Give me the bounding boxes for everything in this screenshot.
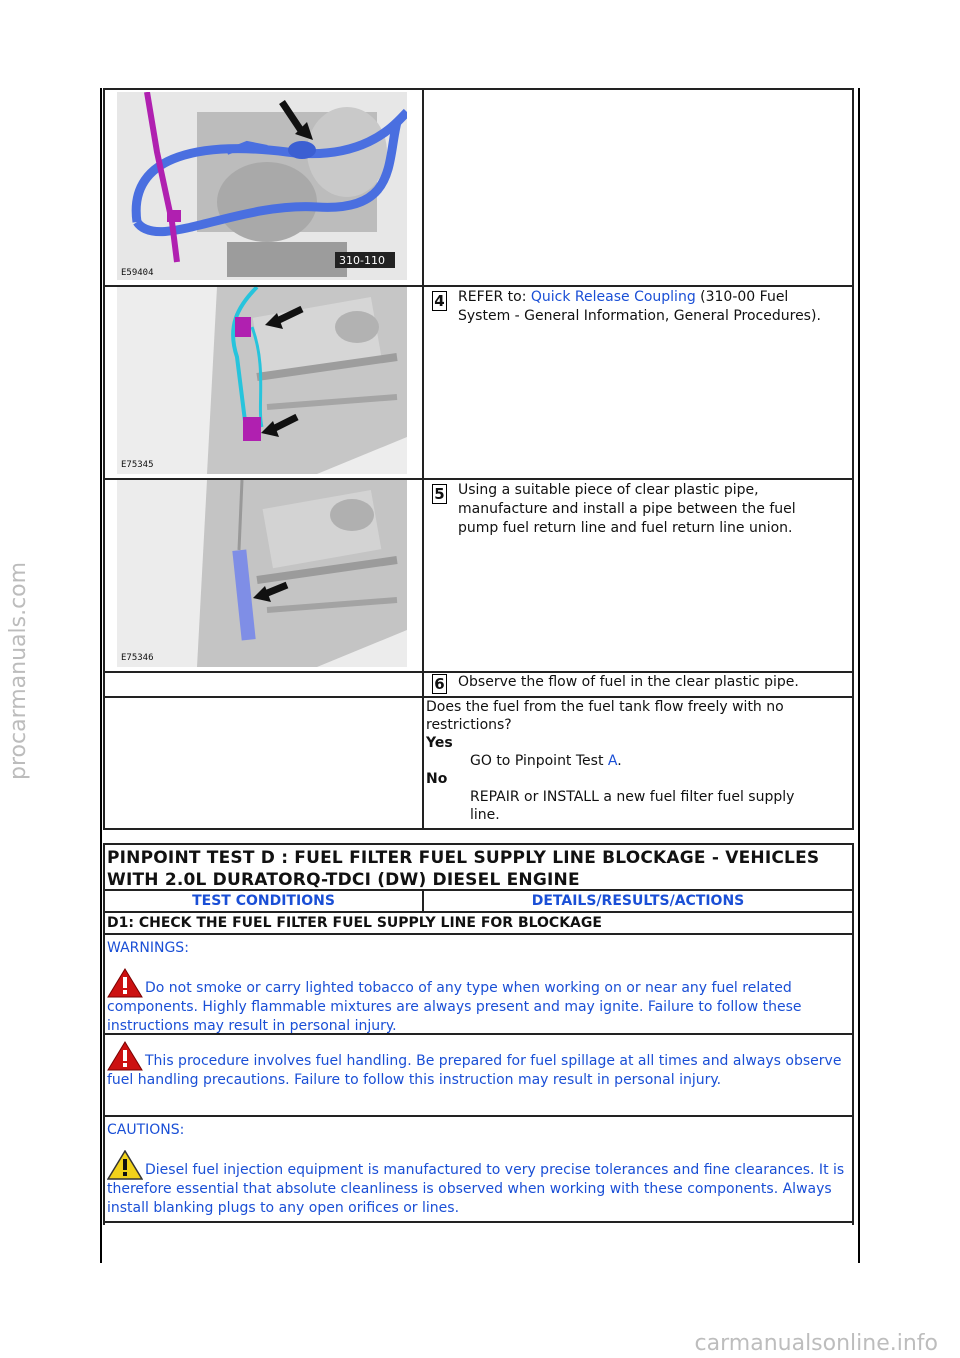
question-text: Does the fuel from the fuel tank flow freely with no restrictions? — [426, 699, 784, 733]
pinpoint-title: PINPOINT TEST D : FUEL FILTER FUEL SUPPLY LINE BLOCKAGE - VEHICLES WITH 2.0L DURATORQ-TDCI (DW) DIESEL ENGINE — [105, 845, 852, 891]
step-row-image-1 — [105, 90, 852, 287]
yes-label: Yes — [426, 735, 453, 751]
text-cell — [424, 478, 852, 671]
text-cell — [424, 285, 852, 478]
step-row-6 — [105, 671, 852, 698]
yes-text: GO to Pinpoint Test — [470, 753, 608, 769]
step-number: 5 — [432, 484, 447, 504]
left-border-line — [100, 88, 102, 1263]
image-code-2: E75345 — [121, 460, 154, 470]
caution-icon — [107, 1150, 143, 1180]
step-text-suffix: (310-00 Fuel System - General Information, General Procedures). — [458, 289, 821, 324]
details-results-actions-header: DETAILS/RESULTS/ACTIONS — [531, 893, 745, 909]
image-cell — [105, 90, 424, 285]
step-number: 4 — [432, 291, 447, 311]
image-cell — [105, 696, 422, 828]
warning-text-1 — [105, 968, 852, 1036]
yes-action — [426, 752, 838, 770]
side-watermark: procarmanuals.com — [6, 561, 31, 780]
pinpoint-table — [103, 843, 854, 1225]
step-row-5 — [105, 478, 852, 673]
warning-icon — [107, 1041, 143, 1071]
warning-icon — [107, 968, 143, 998]
procedure-table — [103, 88, 854, 830]
step-row-4 — [105, 285, 852, 480]
warnings-label: WARNINGS: — [107, 940, 189, 956]
footer-watermark: carmanualsonline.info — [694, 1331, 938, 1356]
question-cell — [422, 696, 852, 828]
image-code-3: E75346 — [121, 653, 154, 663]
warning-block-2 — [105, 1035, 852, 1117]
step-subheading: D1: CHECK THE FUEL FILTER FUEL SUPPLY LINE FOR BLOCKAGE — [105, 913, 852, 935]
warning-2-text: This procedure involves fuel handling. Be prepared for fuel spillage at all times and always observe fuel handling precautions. Failure to follow this instruction may result in personal injury. — [107, 1053, 842, 1088]
engine-illustration-3 — [117, 480, 407, 667]
caution-block — [105, 1117, 852, 1223]
quick-release-coupling-link[interactable]: Quick Release Coupling — [530, 289, 696, 305]
warning-block-1 — [105, 935, 852, 1035]
step-text: Using a suitable piece of clear plastic pipe, manufacture and install a pipe between the fuel pump fuel return line and fuel return line union. — [458, 482, 796, 536]
engine-illustration-2 — [117, 287, 407, 474]
text-cell — [422, 671, 852, 696]
warning-text-2 — [105, 1041, 852, 1090]
image-cell — [105, 285, 424, 478]
pinpoint-test-a-link[interactable]: A — [607, 753, 618, 769]
caution-1-text: Diesel fuel injection equipment is manufactured to very precise tolerances and fine clearances. It is therefore essential that absolute cleanliness is observed when working with these components. Always install blanking plugs to any open orifices or lines. — [107, 1162, 845, 1216]
no-label: No — [426, 771, 448, 787]
step-text — [458, 288, 838, 326]
cautions-label: CAUTIONS: — [107, 1122, 185, 1138]
image-cell — [105, 478, 424, 671]
question-row — [105, 696, 852, 828]
image-cell — [105, 671, 422, 696]
engine-illustration-1 — [117, 92, 407, 280]
yes-end: . — [617, 753, 622, 769]
image-code-1: E59404 — [121, 268, 154, 278]
step-text: Observe the flow of fuel in the clear plastic pipe. — [458, 674, 799, 690]
column-headers — [105, 891, 852, 913]
no-action: REPAIR or INSTALL a new fuel filter fuel supply line. — [470, 789, 795, 823]
text-cell — [424, 90, 852, 285]
caution-text-1 — [105, 1150, 852, 1218]
callout-label: 310-110 — [339, 254, 385, 267]
step-number: 6 — [432, 674, 447, 694]
right-border-line — [858, 88, 860, 1263]
test-conditions-header: TEST CONDITIONS — [105, 891, 424, 911]
warning-1-text: Do not smoke or carry lighted tobacco of any type when working on or near any fuel related components. Highly flammable mixtures are always present and may ignite. Failure to follow these instructions may result in personal injury. — [107, 980, 802, 1034]
step-text-prefix: REFER to: — [458, 289, 531, 305]
